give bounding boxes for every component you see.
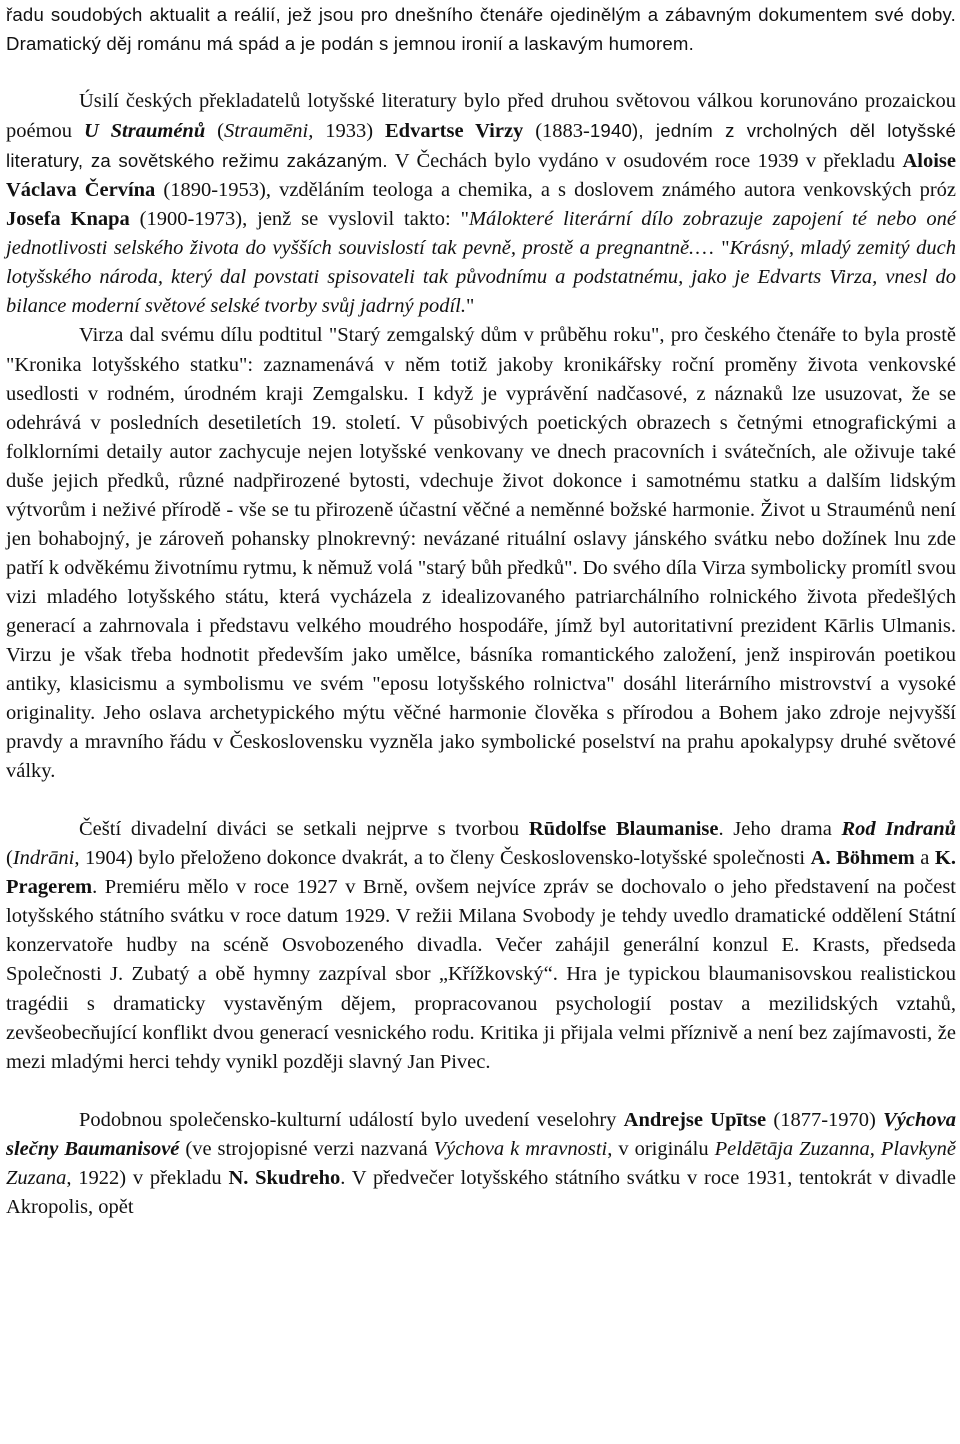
paragraph-2 bbox=[6, 87, 956, 321]
p5-czech-title: Plavkyně Zuzana bbox=[6, 1137, 957, 1189]
paragraph-3-text: Virza dal svému dílu podtitul "Starý zemgalský dům v průběhu roku", pro českého čtenáře to byla prostě "Kronika lotyšského statku": zaznamenává v něm totiž jakoby kronikářsky roční proměny života venkovské usedlosti v rodném, úrodném kraji Zemgalsku. I když je vyprávění nadčasové, z náznaků lze usuzovat, že se odehrává v posledních desetiletích 19. století. V působivých poetických obrazech s četnými etnografickými a folklorními detaily autor zachycuje nejen lotyšské venkovany ve dnech pracovních i svátečních, ale oživuje také duše jejich předků, různé nadpřirozené bytosti, vdechuje život dokonce i samotnému statku a dalším lidským výtvorům i neživé přírodě - vše se tu přirozeně účastní věčné a neměnné božské harmonie. Život u Strauménů není jen bohabojný, je zároveň pohansky plnokrevný: nevázané rituální oslavy jánského svátku nebo dožínek lnu zde patří k odvěkému životnímu rytmu, k němuž volá "starý bůh předků". Do svého díla Virza symbolicky promítl svou vizi mladého lotyšského státu, která vycházela z idealizovaného patriarchálního rolnického života předešlých generací a zahrnovala i představu velkého moudrého hospodáře, jímž byl autoritativní prezident Kārlis Ulmanis. Virzu je však třeba hodnotit především jako umělce, básníka romantického založení, jenž inspirován poetikou antiky, klasicismu a symbolismu ve svém "eposu lotyšského rolnictva" dosáhl literárního mistrovství a vysoké originality. Jeho oslava archetypického mýtu věčné harmonie člověka s přírodou a Bohem jako zdroje nejvyšší pravdy a mravního řádu v Československu vyzněla jako symbolické poselství na prahu apokalypsy druhé světové války. bbox=[6, 324, 956, 783]
paragraph-gap bbox=[6, 786, 956, 815]
p4-text-3: ( bbox=[6, 847, 13, 870]
p2-author-name: Edvartse Virzy bbox=[385, 120, 524, 143]
p2-text-5: 1940), jedním z vrcholných děl lotyšské literatury, za sovětského režimu zakázaným. bbox=[6, 120, 957, 172]
p2-quote-1: Málokteré literární dílo zobrazuje zapojení té nebo oné jednotlivosti selského života do vyšších souvislostí tak pevně, prostě a pregnantně. bbox=[6, 208, 956, 260]
p2-text-2: ( bbox=[205, 120, 224, 143]
p2-text-1: Úsilí českých překladatelů lotyšské literatury bylo před druhou světovou válkou korunováno prozaickou poémou bbox=[6, 90, 956, 143]
p2-text-4: (1883- bbox=[523, 120, 590, 143]
paragraph-gap bbox=[6, 1077, 956, 1106]
paragraph-4 bbox=[6, 815, 956, 1076]
p2-text-3: 1933) bbox=[313, 120, 385, 143]
paragraph-3 bbox=[6, 321, 956, 786]
p4-text-5: a bbox=[914, 847, 935, 870]
p5-comedy-title: Výchova slečny Baumanisové bbox=[6, 1108, 956, 1160]
p2-text-9: … " bbox=[694, 237, 730, 260]
paragraph-gap bbox=[6, 58, 956, 87]
p5-text-4: , v originálu bbox=[607, 1137, 715, 1160]
paragraph-1 bbox=[6, 0, 956, 58]
p2-text-10: " bbox=[466, 295, 475, 318]
p5-text-6: , 1922) v překladu bbox=[66, 1166, 229, 1189]
p4-translator-2: K. Pragerem bbox=[6, 847, 956, 899]
p5-translator-name: N. Skudreho bbox=[228, 1166, 341, 1189]
p2-quote-2: Krásný, mladý zemitý duch lotyšského národa, který dal povstati spisovateli tak původnímu a podstatnému, jako je Edvarts Virza, vnesl do bilance moderní světové selské tvorby svůj jadrný podíl. bbox=[6, 237, 957, 318]
p5-text-1: Podobnou společensko-kulturní událostí bylo uvedení veselohry bbox=[79, 1108, 624, 1131]
p2-text-8: (1900-1973), jenž se vyslovil takto: " bbox=[129, 208, 469, 231]
p5-text-3: (ve strojopisné verzi nazvaná bbox=[179, 1137, 434, 1160]
p4-text-6: . Premiéru mělo v roce 1927 v Brně, ovšem nejvíce zpráv se dochovalo o jeho představení na počest lotyšského státního svátku v roce datum 1929. V režii Milana Svobody je tehdy uvedlo dramatické oddělení Státní konzervatoře hudby na scéně Osvobozeného divadla. Večer zahájil generální konzul E. Krasts, předseda Společnosti J. Zubatý a obě hymny zazpíval sbor „Křížkovský“. Hra je typickou blaumanisovskou realistickou tragédii s dramaticky vystavěným dějem, propracovanou psychologií postav a mezilidských vztahů, zevšeobecňující konflikt dvou generací vesnického rodu. Kritika ji přijala velmi příznivě a není bez zajímavosti, že mezi mladými herci tehdy vynikl později slavný Jan Pivec. bbox=[6, 876, 956, 1073]
p5-original-title: Peldētāja Zuzanna bbox=[714, 1137, 870, 1160]
p2-afterword-author: Josefa Knapa bbox=[6, 208, 130, 231]
p2-work-title: U Strauménů bbox=[83, 120, 206, 143]
p4-drama-title: Rod Indranů bbox=[841, 818, 957, 841]
p4-text-4: , 1904) bylo přeloženo dokonce dvakrát, a to členy Československo-lotyšské společnosti bbox=[74, 847, 811, 870]
p4-text-1: Čeští divadelní diváci se setkali nejprve s tvorbou bbox=[79, 818, 529, 841]
paragraph-1-text: řadu soudobých aktualit a reálií, jež jsou pro dnešního čtenáře ojedinělým a zábavným dokumentem své doby. Dramatický děj románu má spád a je podán s jemnou ironií a laskavým humorem. bbox=[6, 4, 956, 55]
p4-author-name: Rūdolfse Blaumanise bbox=[528, 818, 719, 841]
p5-text-7: . V předvečer lotyšského státního svátku v roce 1931, tentokrát v divadle Akropolis, opět bbox=[6, 1166, 957, 1218]
p5-text-5: , bbox=[869, 1137, 881, 1160]
p4-original-title: Indrāni bbox=[12, 847, 75, 870]
p4-translator-1: A. Böhmem bbox=[810, 847, 915, 870]
p2-text-7: (1890-1953), vzděláním teologa a chemika, a s doslovem známého autora venkovských próz bbox=[155, 179, 956, 202]
p2-original-title: Straumēni, bbox=[223, 120, 314, 143]
p2-translator-name: Aloise Václava Červína bbox=[6, 150, 956, 202]
p4-text-2: . Jeho drama bbox=[718, 818, 842, 841]
paragraph-5 bbox=[6, 1106, 956, 1222]
document-page bbox=[6, 0, 956, 1222]
p5-text-2: (1877-1970) bbox=[766, 1108, 884, 1131]
p5-alt-title: Výchova k mravnosti bbox=[433, 1137, 608, 1160]
p2-text-6: V Čechách bylo vydáno v osudovém roce 1939 v překladu bbox=[387, 150, 903, 173]
p5-author-name: Andrejse Upītse bbox=[623, 1108, 767, 1131]
